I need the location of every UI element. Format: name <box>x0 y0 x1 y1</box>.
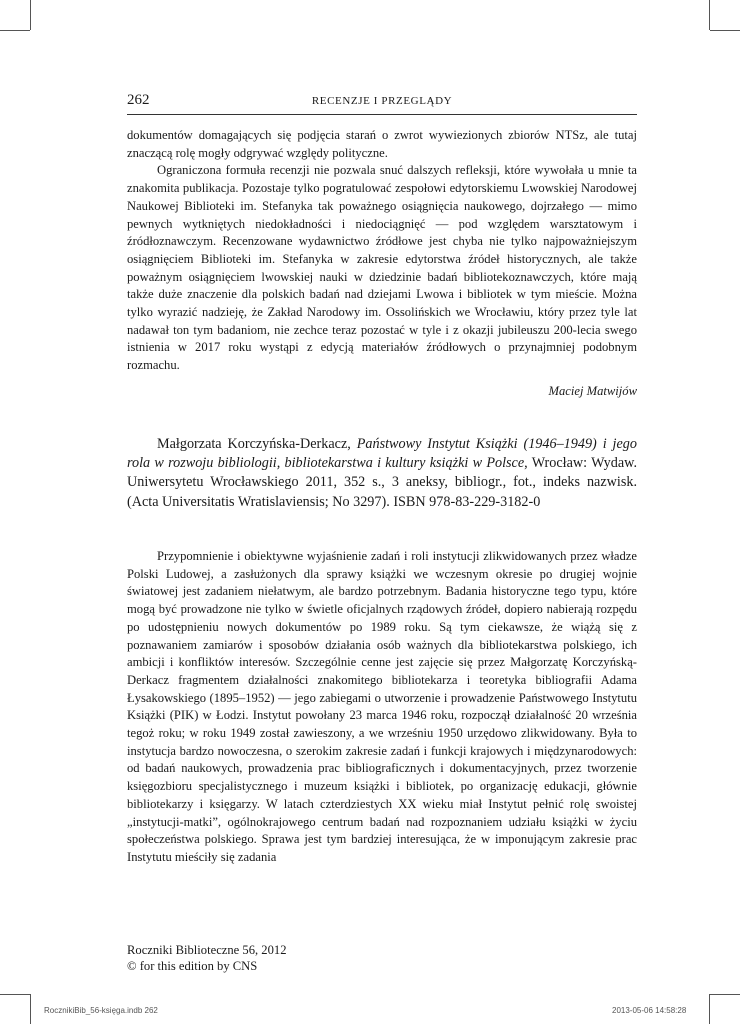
crop-mark-right-upper <box>710 30 740 31</box>
bibliographic-citation <box>127 435 637 512</box>
journal-info: Roczniki Biblioteczne 56, 2012 <box>127 943 287 957</box>
crop-mark-left-upper <box>0 30 30 31</box>
crop-mark-left-lower <box>0 994 30 995</box>
paragraph: dokumentów domagających się podjęcia starań o zwrot wywiezionych zbiorów NTSz, ale tutaj znaczącą rolę mogły odgrywać względy polityczne. <box>127 128 637 160</box>
print-slug-timestamp: 2013-05-06 14:58:28 <box>612 1006 687 1015</box>
review-1-text <box>127 127 637 375</box>
copyright-notice: © for this edition by CNS <box>127 959 258 973</box>
paragraph: Ograniczona formuła recenzji nie pozwala snuć dalszych refleksji, które wywołała u mnie ta znakomita publikacja. Pozostaje tylko pogratulować zespołowi edytorskiemu Lwowskiej Narodowej Naukowej Biblioteki im. Stefanyka tak poważnego osiągnięcia naukowego, dojrzałego — mimo pewnych wytkniętych niedokładności i niedociągnięć — pod względem warsztatowym i źródłoznawczym. Recenzowane wydawnictwo źródłowe jest chyba nie tylko najpoważniejszym osiągnięciem Biblioteki im. Stefanyka w zakresie edytorstwa źródeł historycznych, ale także poważnym osiągnięciem lwowskiej nauki w dziedzinie badań bibliotekoznawczych, które mają także duże znaczenie dla polskich badań nad dziejami Lwowa i bibliotek w tym mieście. Można tylko wyrazić nadzieję, że Zakład Narodowy im. Ossolińskich we Wrocławiu, który przez tyle lat nadawał ton tym badaniom, nie zechce teraz pozostać w tyle i z okazji jubileuszu 200-lecia swego istnienia w 2017 roku wystąpi z edycją materiałów źródłowych o przynajmniej podobnym rozmachu. <box>127 163 637 373</box>
crop-mark-top-right <box>709 0 710 30</box>
paragraph: Przypomnienie i obiektywne wyjaśnienie zadań i roli instytucji zlikwidowanych przez władze Polski Ludowej, a zasłużonych dla sprawy książki we wczesnym okresie po drugiej wojnie światowej jest zadaniem niełatwym, ale bardzo potrzebnym. Badania historyczne tego typu, które mogą być prowadzone nie tylko w świetle oficjalnych rządowych źródeł, dopiero nabierają rozpędu po udostępnieniu nowych dokumentów po 1989 roku. Są tym ciekawsze, że wiążą się z poznawaniem zamiarów i sposobów działania osób ważnych dla bibliotekarstwa polskiego, ich ambicji i konfliktów interesów. Szczególnie cenne jest zajęcie się przez Małgorzatę Korczyńską-Derkacz fragmentem działalności znakomitego bibliotekarza i teoretyka bibliografii Adama Łysakowskiego (1895–1952) — jego zabiegami o utworzenie i prowadzenie Państwowego Instytutu Książki (PIK) w Łodzi. Instytut powołany 23 marca 1946 roku, rozpoczął działalność 20 września tegoż roku; w roku 1949 został zawieszony, a we wrześniu 1950 urzędowo zlikwidowany. Była to instytucja bardzo nowoczesna, o szerokim zakresie zadań i funkcji krajowych i międzynarodowych: od badań naukowych, prowadzenia prac bibliograficznych i dokumentacyjnych, przez tworzenie księgozbioru specjalistycznego i muzeum książki i bibliotek, po organizację edukacji, głównie bibliotekarzy i księgarzy. W latach czterdziestych XX wieku miał Instytut pełnić rolę swoistej „instytucji-matki”, ogólnokrajowego centrum badań nad rozpoznaniem udziału książki w życiu społeczeństwa polskiego. Sprawa jest tym bardziej interesująca, że w imponującym zakresie prac Instytutu mieściły się zadania <box>127 549 637 864</box>
citation-author: Małgorzata Korczyńska-Derkacz, <box>157 436 357 452</box>
crop-mark-bottom-left <box>30 994 31 1024</box>
citation-title: Państwowy Instytut Książki (1946–1949) i jego rola w rozwoju bibliologii, bibliotekarstwa i kultury książki w Polsce <box>127 436 637 472</box>
crop-mark-top-left <box>30 0 31 30</box>
citation-details: , Wrocław: Wydaw. Uniwersytetu Wrocławskiego 2011, 352 s., 3 aneksy, bibliogr., fot., indeks nazwisk. (Acta Universitatis Wratislaviensis; No 3297). ISBN 978-83-229-3182-0 <box>127 455 637 510</box>
page-number: 262 <box>127 92 150 108</box>
review-author: Maciej Matwijów <box>548 384 637 398</box>
review-2-text <box>127 548 637 867</box>
print-slug-file: RocznikiBib_56-księga.indb 262 <box>44 1006 158 1015</box>
page-footer <box>127 942 287 974</box>
page-header <box>127 92 637 115</box>
crop-mark-right-lower <box>710 994 740 995</box>
running-head: RECENZJE I PRZEGLĄDY <box>311 95 453 107</box>
crop-mark-bottom-right <box>709 994 710 1024</box>
